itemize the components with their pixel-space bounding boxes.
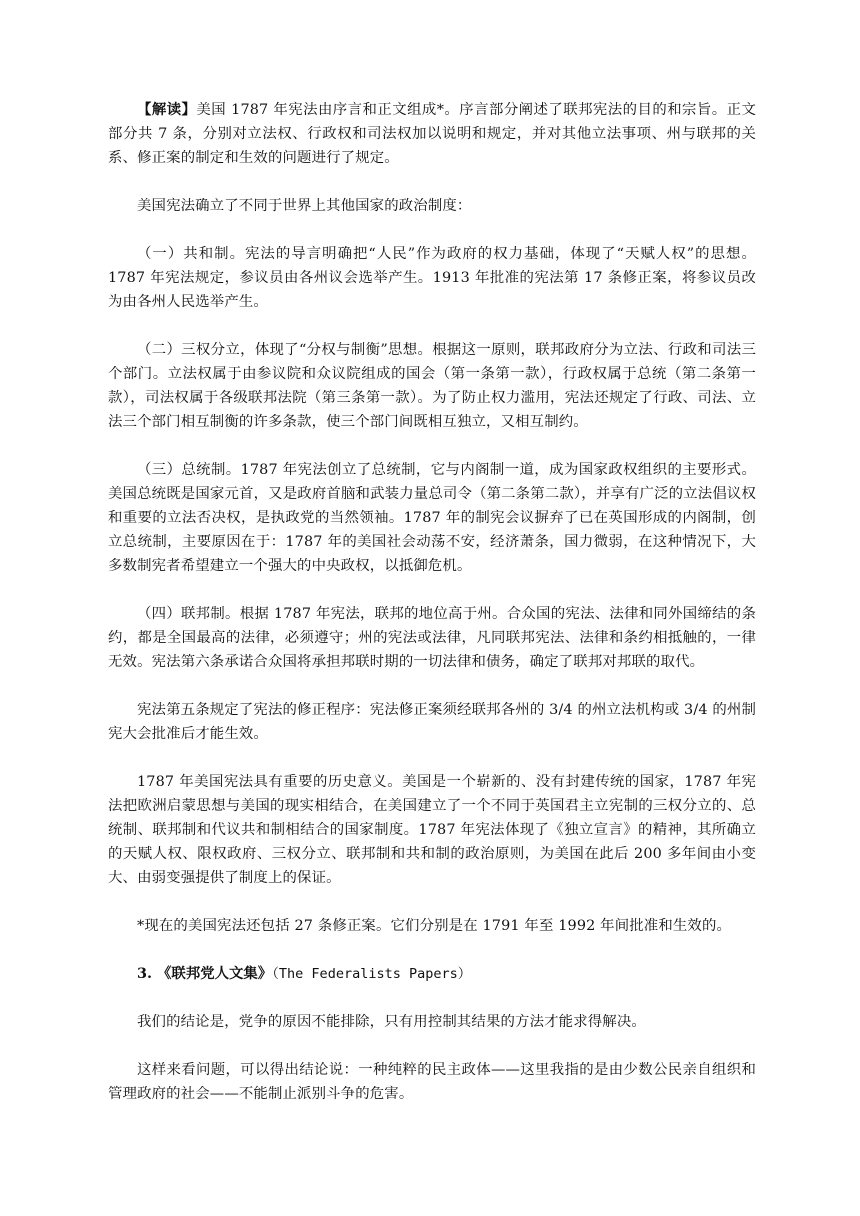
paragraph-republic: （一）共和制。宪法的导言明确把“人民”作为政府的权力基础，体现了“天赋人权”的思想。1787 年宪法规定，参议员由各州议会选举产生。1913 年批准的宪法第 17 条修正案，将参议员改为由各州人民选举产生。 bbox=[108, 246, 756, 310]
section-heading-title: 3. 《联邦党人文集》 bbox=[137, 965, 273, 982]
document-page bbox=[108, 98, 756, 1106]
paragraph-interpretation bbox=[108, 98, 756, 170]
paragraph-presidential-system: （三）总统制。1787 年宪法创立了总统制，它与内阁制一道，成为国家政权组织的主要形式。美国总统既是国家元首，又是政府首脑和武装力量总司令（第二条第二款），并享有广泛的立法倡议权和重要的立法否决权，是执政党的当然领袖。1787 年的制宪会议摒弃了已在英国形成的内阁制，创立总统制，主要原因在于：1787 年的美国社会动荡不安，经济萧条，国力微弱，在这种情况下，大多数制宪者希望建立一个强大的中央政权，以抵御危机。 bbox=[108, 462, 756, 574]
paragraph-footnote-amendments: *现在的美国宪法还包括 27 条修正案。它们分别是在 1791 年至 1992 年间批准和生效的。 bbox=[137, 918, 732, 934]
paragraph-amendment-procedure: 宪法第五条规定了宪法的修正程序：宪法修正案须经联邦各州的 3/4 的州立法机构或 3/4 的州制宪大会批准后才能生效。 bbox=[108, 702, 756, 742]
interpretation-text: 美国 1787 年宪法由序言和正文组成*。序言部分阐述了联邦宪法的目的和宗旨。正文部分共 7 条，分别对立法权、行政权和司法权加以说明和规定，并对其他立法事项、州与联邦的关系、修正案的制定和生效的问题进行了规定。 bbox=[108, 102, 756, 166]
interpretation-label: 【解读】 bbox=[137, 101, 197, 118]
paragraph-faction-conclusion: 我们的结论是，党争的原因不能排除，只有用控制其结果的方法才能求得解决。 bbox=[137, 1014, 646, 1030]
paragraph-separation-of-powers: （二）三权分立，体现了“分权与制衡”思想。根据这一原则，联邦政府分为立法、行政和司法三个部门。立法权属于由参议院和众议院组成的国会（第一条第一款），行政权属于总统（第二条第一款），司法权属于各级联邦法院（第三条第一款）。为了防止权力滥用，宪法还规定了行政、司法、立法三个部门相互制衡的许多条款，使三个部门间既相互独立，又相互制约。 bbox=[108, 342, 756, 430]
section-heading-english: （The Federalists Papers） bbox=[272, 966, 472, 982]
paragraph-federalism: （四）联邦制。根据 1787 年宪法，联邦的地位高于州。合众国的宪法、法律和同外国缔结的条约，都是全国最高的法律，必须遵守；州的宪法或法律，凡同联邦宪法、法律和条约相抵触的，一律无效。宪法第六条承诺合众国将承担邦联时期的一切法律和债务，确定了联邦对邦联的取代。 bbox=[108, 606, 756, 670]
paragraph-political-system-intro: 美国宪法确立了不同于世界上其他国家的政治制度： bbox=[137, 198, 472, 214]
paragraph-historical-significance: 1787 年美国宪法具有重要的历史意义。美国是一个崭新的、没有封建传统的国家，1787 年宪法把欧洲启蒙思想与美国的现实相结合，在美国建立了一个不同于英国君主立宪制的三权分立的、总统制、联邦制和代议共和制相结合的国家制度。1787 年宪法体现了《独立宣言》的精神，其所确立的天赋人权、限权政府、三权分立、联邦制和共和制的政治原则，为美国在此后 200 多年间由小变大、由弱变强提供了制度上的保证。 bbox=[108, 774, 756, 886]
paragraph-pure-democracy: 这样来看问题，可以得出结论说：一种纯粹的民主政体——这里我指的是由少数公民亲自组织和管理政府的社会——不能制止派别斗争的危害。 bbox=[108, 1062, 756, 1102]
section-heading bbox=[108, 962, 756, 986]
